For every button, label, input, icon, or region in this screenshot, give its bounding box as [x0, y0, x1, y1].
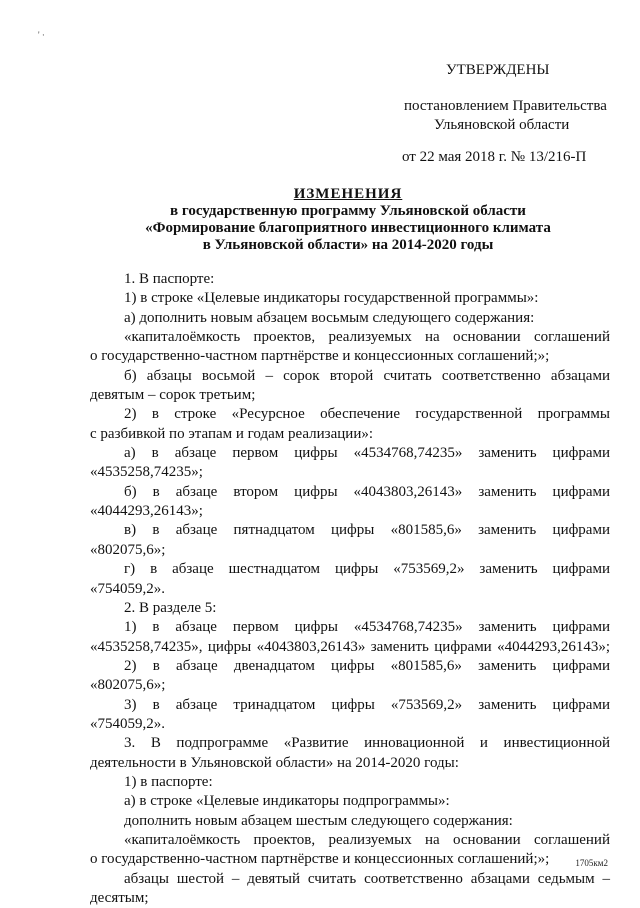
- document-body: [90, 270, 610, 908]
- text-line: а) в строке «Целевые индикаторы подпрограммы»:: [124, 793, 450, 810]
- document-title: [118, 186, 578, 254]
- text-line: 1. В паспорте:: [124, 271, 215, 287]
- text-line: «754059,2».: [90, 715, 165, 732]
- text-line: десятым;: [90, 890, 149, 906]
- text-line: «4535258,74235», цифры «4043803,26143» заменить цифрами «4044293,26143»;: [90, 638, 610, 655]
- text-line: дополнить новым абзацем шестым следующего содержания:: [124, 812, 513, 829]
- text-line: а) дополнить новым абзацем восьмым следующего содержания:: [124, 309, 535, 326]
- approval-line-1: постановлением Правительства: [404, 98, 607, 114]
- text-line: б) абзацы восьмой – сорок второй считать соответственно абзацами: [124, 367, 610, 384]
- text-line: «4044293,26143»;: [90, 503, 203, 520]
- text-line: а) в абзаце первом цифры «4534768,74235» заменить цифрами: [124, 445, 610, 462]
- text-line: 3. В подпрограмме «Развитие инновационной и инвестиционной: [124, 735, 610, 752]
- text-line: «802075,6»;: [90, 541, 166, 558]
- text-line: абзацы шестой – девятый считать соответственно абзацами седьмым –: [124, 870, 610, 887]
- text-line: «капиталоёмкость проектов, реализуемых на основании соглашений: [124, 831, 610, 848]
- text-line: о государственно-частном партнёрстве и концессионных соглашений;»;: [90, 851, 550, 868]
- text-line: «4535258,74235»;: [90, 464, 203, 481]
- title-line-1: в государственную программу Ульяновской области: [170, 203, 526, 219]
- text-line: в) в абзаце пятнадцатом цифры «801585,6» заменить цифрами: [124, 522, 610, 539]
- text-line: 2) в абзаце двенадцатом цифры «801585,6» заменить цифрами: [124, 657, 610, 674]
- text-line: с разбивкой по этапам и годам реализации»:: [90, 425, 374, 442]
- text-line: девятым – сорок третьим;: [90, 387, 256, 404]
- text-line: г) в абзаце шестнадцатом цифры «753569,2» заменить цифрами: [124, 561, 610, 578]
- text-line: 2. В разделе 5:: [124, 599, 217, 616]
- text-line: «802075,6»;: [90, 677, 166, 694]
- text-line: 1) в строке «Целевые индикаторы государственной программы»:: [124, 290, 539, 307]
- text-line: 3) в абзаце тринадцатом цифры «753569,2» заменить цифрами: [124, 696, 610, 713]
- text-line: 1) в паспорте:: [124, 773, 213, 790]
- approval-stamp: УТВЕРЖДЕНЫ: [446, 62, 550, 78]
- approval-line-3: от 22 мая 2018 г. № 13/216-П: [402, 149, 587, 165]
- text-line: б) в абзаце втором цифры «4043803,26143» заменить цифрами: [124, 483, 610, 500]
- text-line: о государственно-частном партнёрстве и концессионных соглашений;»;: [90, 348, 550, 365]
- approval-line-2: Ульяновской области: [434, 117, 570, 133]
- footer-code: 1705км2: [575, 858, 608, 868]
- scan-specks: ' ·: [38, 30, 45, 40]
- text-line: 1) в абзаце первом цифры «4534768,74235» заменить цифрами: [124, 619, 610, 636]
- text-line: «754059,2».: [90, 580, 165, 597]
- text-line: деятельности в Ульяновской области» на 2014-2020 годы:: [90, 754, 459, 771]
- title-line-3: в Ульяновской области» на 2014-2020 годы: [202, 237, 494, 253]
- title-line-2: «Формирование благоприятного инвестиционного климата: [145, 220, 551, 236]
- text-line: «капиталоёмкость проектов, реализуемых на основании соглашений: [124, 329, 610, 346]
- title-heading: ИЗМЕНЕНИЯ: [293, 186, 403, 202]
- text-line: 2) в строке «Ресурсное обеспечение государственной программы: [124, 406, 610, 423]
